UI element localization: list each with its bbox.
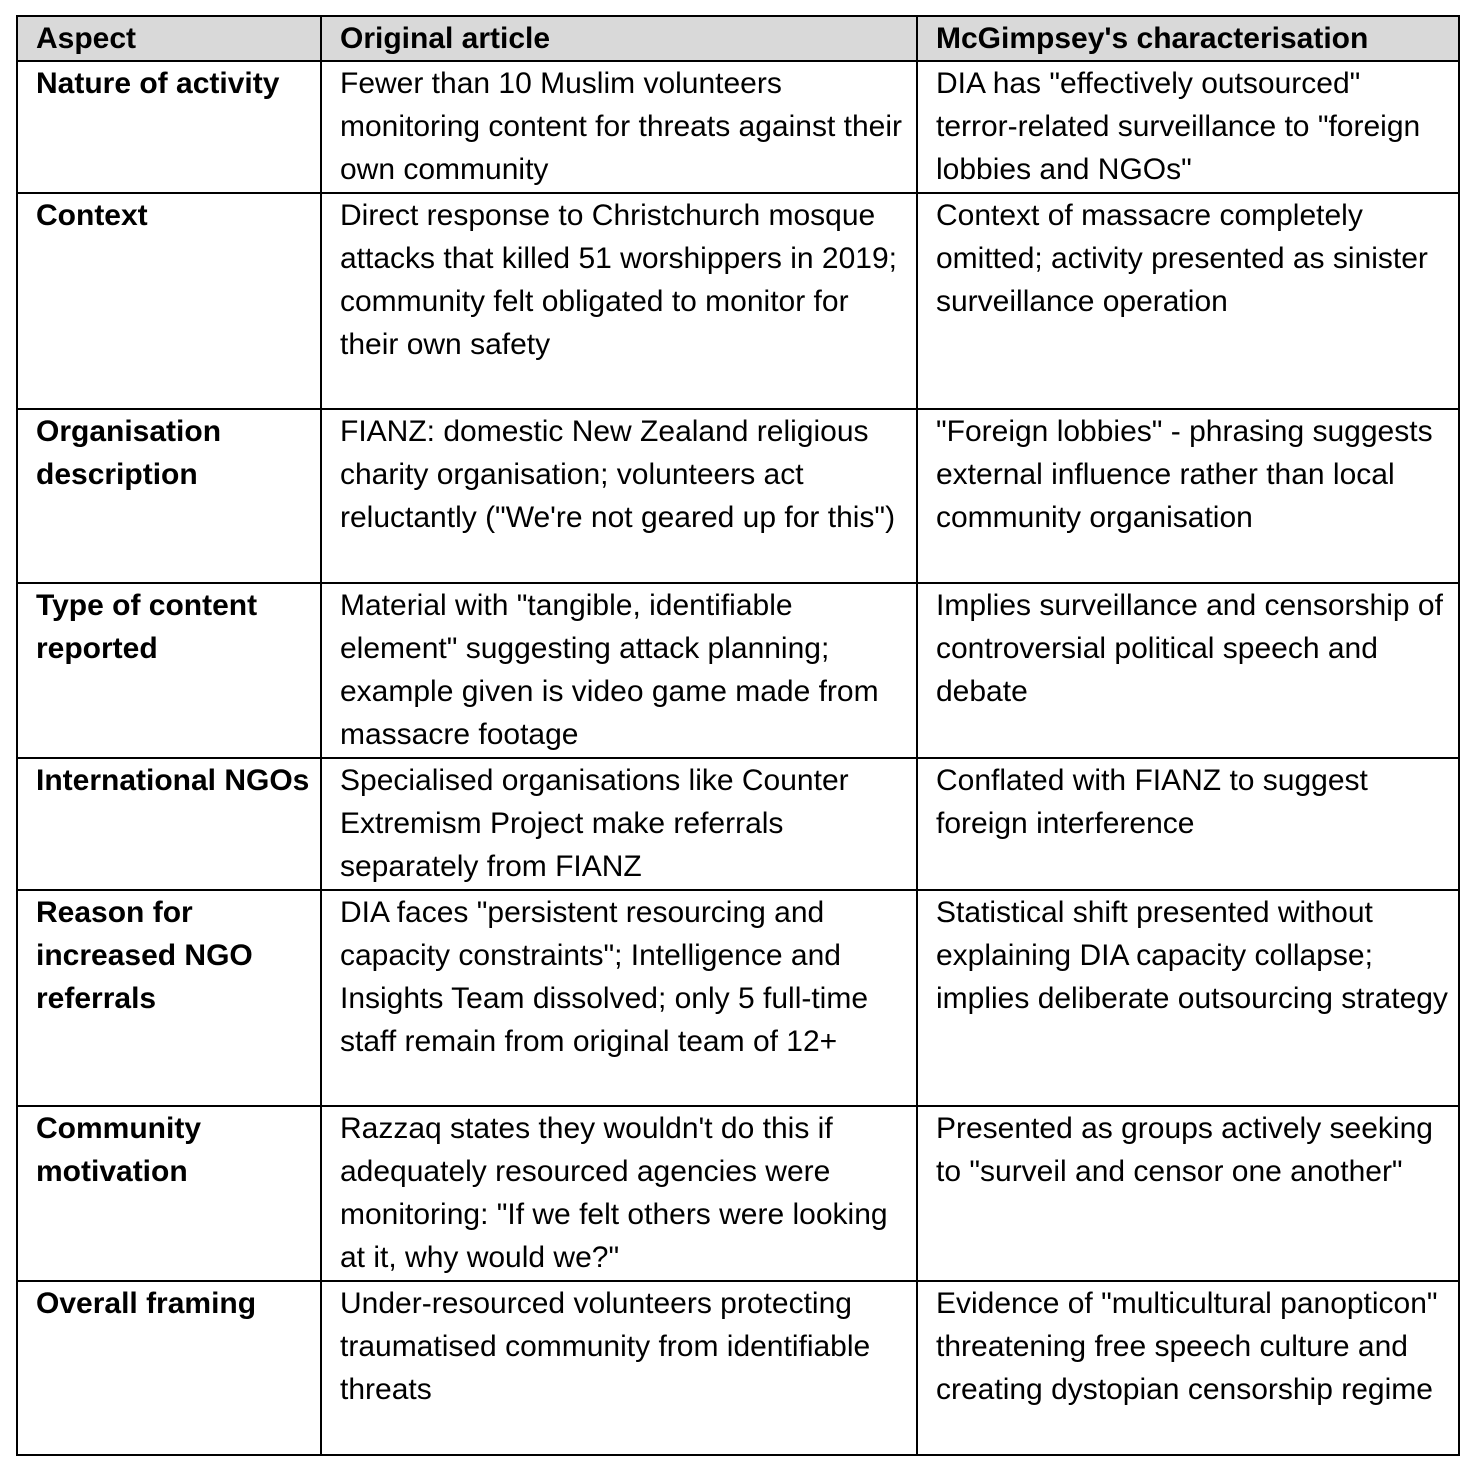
column-header-aspect: Aspect — [17, 16, 321, 61]
aspect-cell: Community motivation — [17, 1106, 321, 1281]
characterisation-cell: Implies surveillance and censorship of controversial political speech and debate — [917, 583, 1459, 758]
table-row — [17, 758, 1459, 890]
characterisation-cell: Statistical shift presented without explaining DIA capacity collapse; implies deliberate outsourcing strategy — [917, 890, 1459, 1106]
original-article-cell: FIANZ: domestic New Zealand religious charity organisation; volunteers act reluctantly ("We're not geared up for this") — [321, 409, 917, 583]
table-row — [17, 1281, 1459, 1455]
table-row — [17, 193, 1459, 409]
original-article-cell: Direct response to Christchurch mosque attacks that killed 51 worshippers in 2019; community felt obligated to monitor for their own safety — [321, 193, 917, 409]
table-row — [17, 583, 1459, 758]
aspect-cell: Type of content reported — [17, 583, 321, 758]
aspect-cell: Reason for increased NGO referrals — [17, 890, 321, 1106]
original-article-cell: DIA faces "persistent resourcing and capacity constraints"; Intelligence and Insights Team dissolved; only 5 full-time staff remain from original team of 12+ — [321, 890, 917, 1106]
original-article-cell: Razzaq states they wouldn't do this if adequately resourced agencies were monitoring: "If we felt others were looking at it, why would we?" — [321, 1106, 917, 1281]
table-body — [17, 61, 1459, 1455]
characterisation-cell: Presented as groups actively seeking to "surveil and censor one another" — [917, 1106, 1459, 1281]
aspect-cell: Nature of activity — [17, 61, 321, 193]
table-row — [17, 61, 1459, 193]
column-header-original-article: Original article — [321, 16, 917, 61]
original-article-cell: Specialised organisations like Counter Extremism Project make referrals separately from FIANZ — [321, 758, 917, 890]
comparison-table — [16, 15, 1460, 1456]
characterisation-cell: Evidence of "multicultural panopticon" threatening free speech culture and creating dystopian censorship regime — [917, 1281, 1459, 1455]
table-header — [17, 16, 1459, 61]
aspect-cell: Organisation description — [17, 409, 321, 583]
characterisation-cell: Conflated with FIANZ to suggest foreign interference — [917, 758, 1459, 890]
header-row — [17, 16, 1459, 61]
table-row — [17, 1106, 1459, 1281]
aspect-cell: Context — [17, 193, 321, 409]
original-article-cell: Under-resourced volunteers protecting traumatised community from identifiable threats — [321, 1281, 917, 1455]
characterisation-cell: DIA has "effectively outsourced" terror-related surveillance to "foreign lobbies and NGOs" — [917, 61, 1459, 193]
column-header-characterisation: McGimpsey's characterisation — [917, 16, 1459, 61]
table-row — [17, 409, 1459, 583]
characterisation-cell: "Foreign lobbies" - phrasing suggests external influence rather than local community organisation — [917, 409, 1459, 583]
original-article-cell: Fewer than 10 Muslim volunteers monitoring content for threats against their own community — [321, 61, 917, 193]
aspect-cell: International NGOs — [17, 758, 321, 890]
aspect-cell: Overall framing — [17, 1281, 321, 1455]
table-row — [17, 890, 1459, 1106]
characterisation-cell: Context of massacre completely omitted; activity presented as sinister surveillance operation — [917, 193, 1459, 409]
original-article-cell: Material with "tangible, identifiable element" suggesting attack planning; example given is video game made from massacre footage — [321, 583, 917, 758]
